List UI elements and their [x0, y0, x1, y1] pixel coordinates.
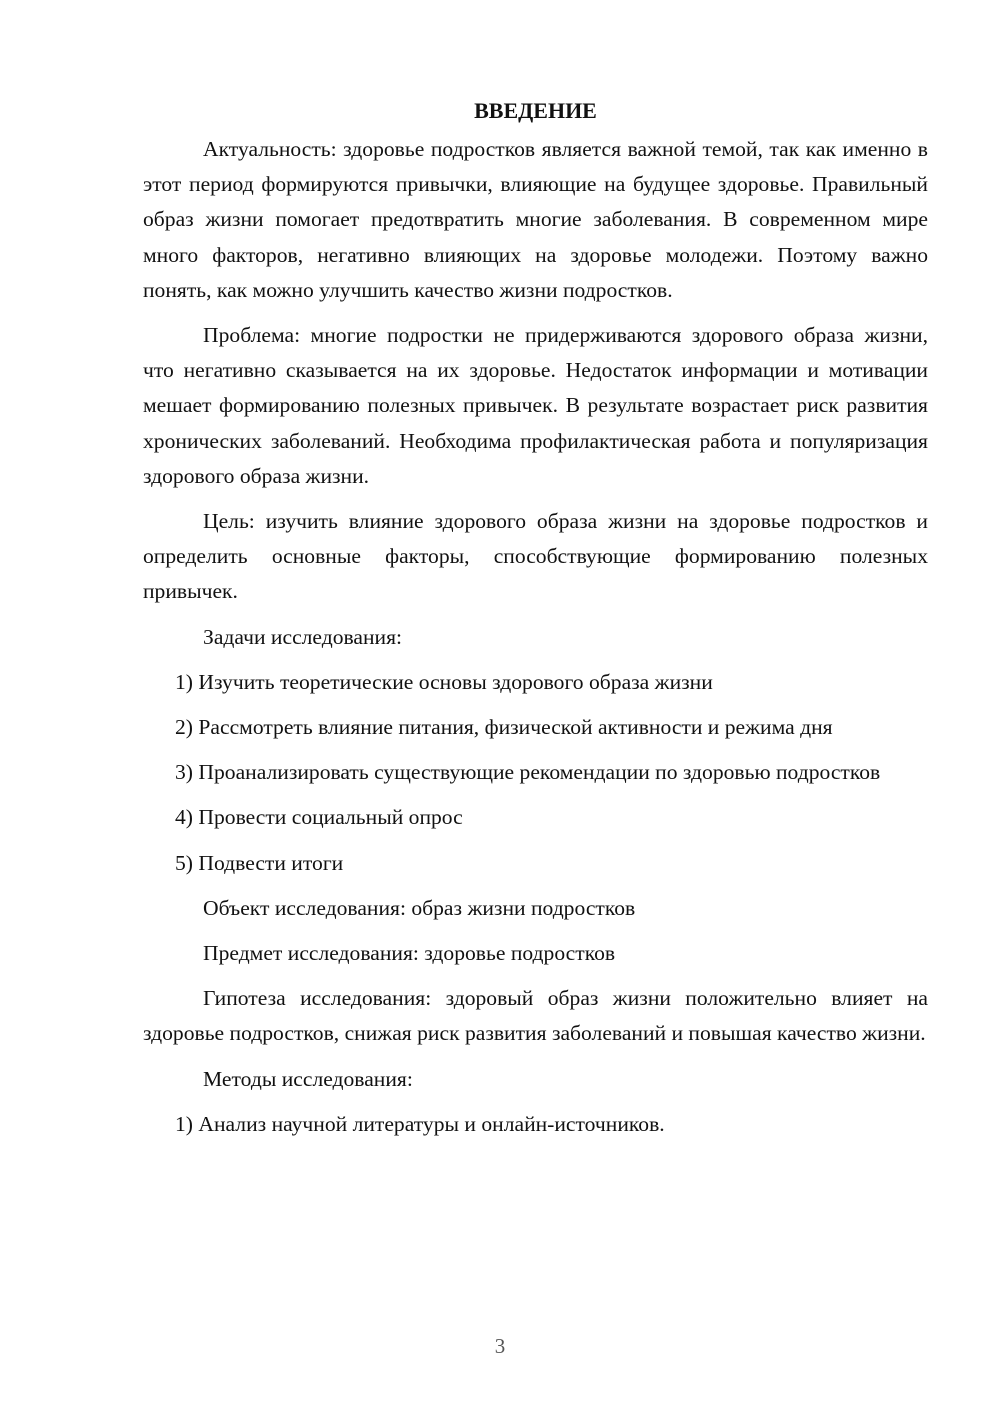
relevance-paragraph: Актуальность: здоровье подростков является важной темой, так как именно в этот период формируются привычки, влияющие на будущее здоровье. Правильный образ жизни помогает предотвратить многие заболевания. В современном мире много факторов, негативно влияющих на здоровье молодежи. Поэтому важно понять, как можно улучшить качество жизни подростков. — [143, 137, 928, 302]
task-item-5: 5) Подвести итоги — [175, 850, 344, 875]
page-number: 3 — [494, 1334, 506, 1358]
methods-heading: Методы исследования: — [203, 1066, 413, 1091]
task-item-4: 4) Провести социальный опрос — [175, 805, 463, 830]
hypothesis-paragraph: Гипотеза исследования: здоровый образ жизни положительно влияет на здоровье подростков, снижая риск развития заболеваний и повышая качество жизни. — [143, 986, 928, 1046]
task-item-1: 1) Изучить теоретические основы здорового образа жизни — [175, 669, 713, 694]
object-paragraph: Объект исследования: образ жизни подростков — [203, 895, 636, 920]
subject-paragraph: Предмет исследования: здоровье подростков — [203, 941, 616, 966]
task-item-3: 3) Проанализировать существующие рекомендации по здоровью подростков — [175, 760, 881, 785]
method-item-1: 1) Анализ научной литературы и онлайн-источников. — [175, 1111, 665, 1136]
tasks-heading: Задачи исследования: — [203, 624, 403, 649]
page-content — [143, 96, 928, 1152]
page-title: ВВЕДЕНИЕ — [474, 98, 597, 123]
goal-paragraph: Цель: изучить влияние здорового образа жизни на здоровье подростков и определить основные факторы, способствующие формированию полезных привычек. — [143, 509, 928, 604]
problem-paragraph: Проблема: многие подростки не придерживаются здорового образа жизни, что негативно сказывается на их здоровье. Недостаток информации и мотивации мешает формированию полезных привычек. В результате возрастает риск развития хронических заболеваний. Необходима профилактическая работа и популяризация здорового образа жизни. — [143, 323, 928, 488]
task-item-2: 2) Рассмотреть влияние питания, физической активности и режима дня — [175, 715, 833, 740]
